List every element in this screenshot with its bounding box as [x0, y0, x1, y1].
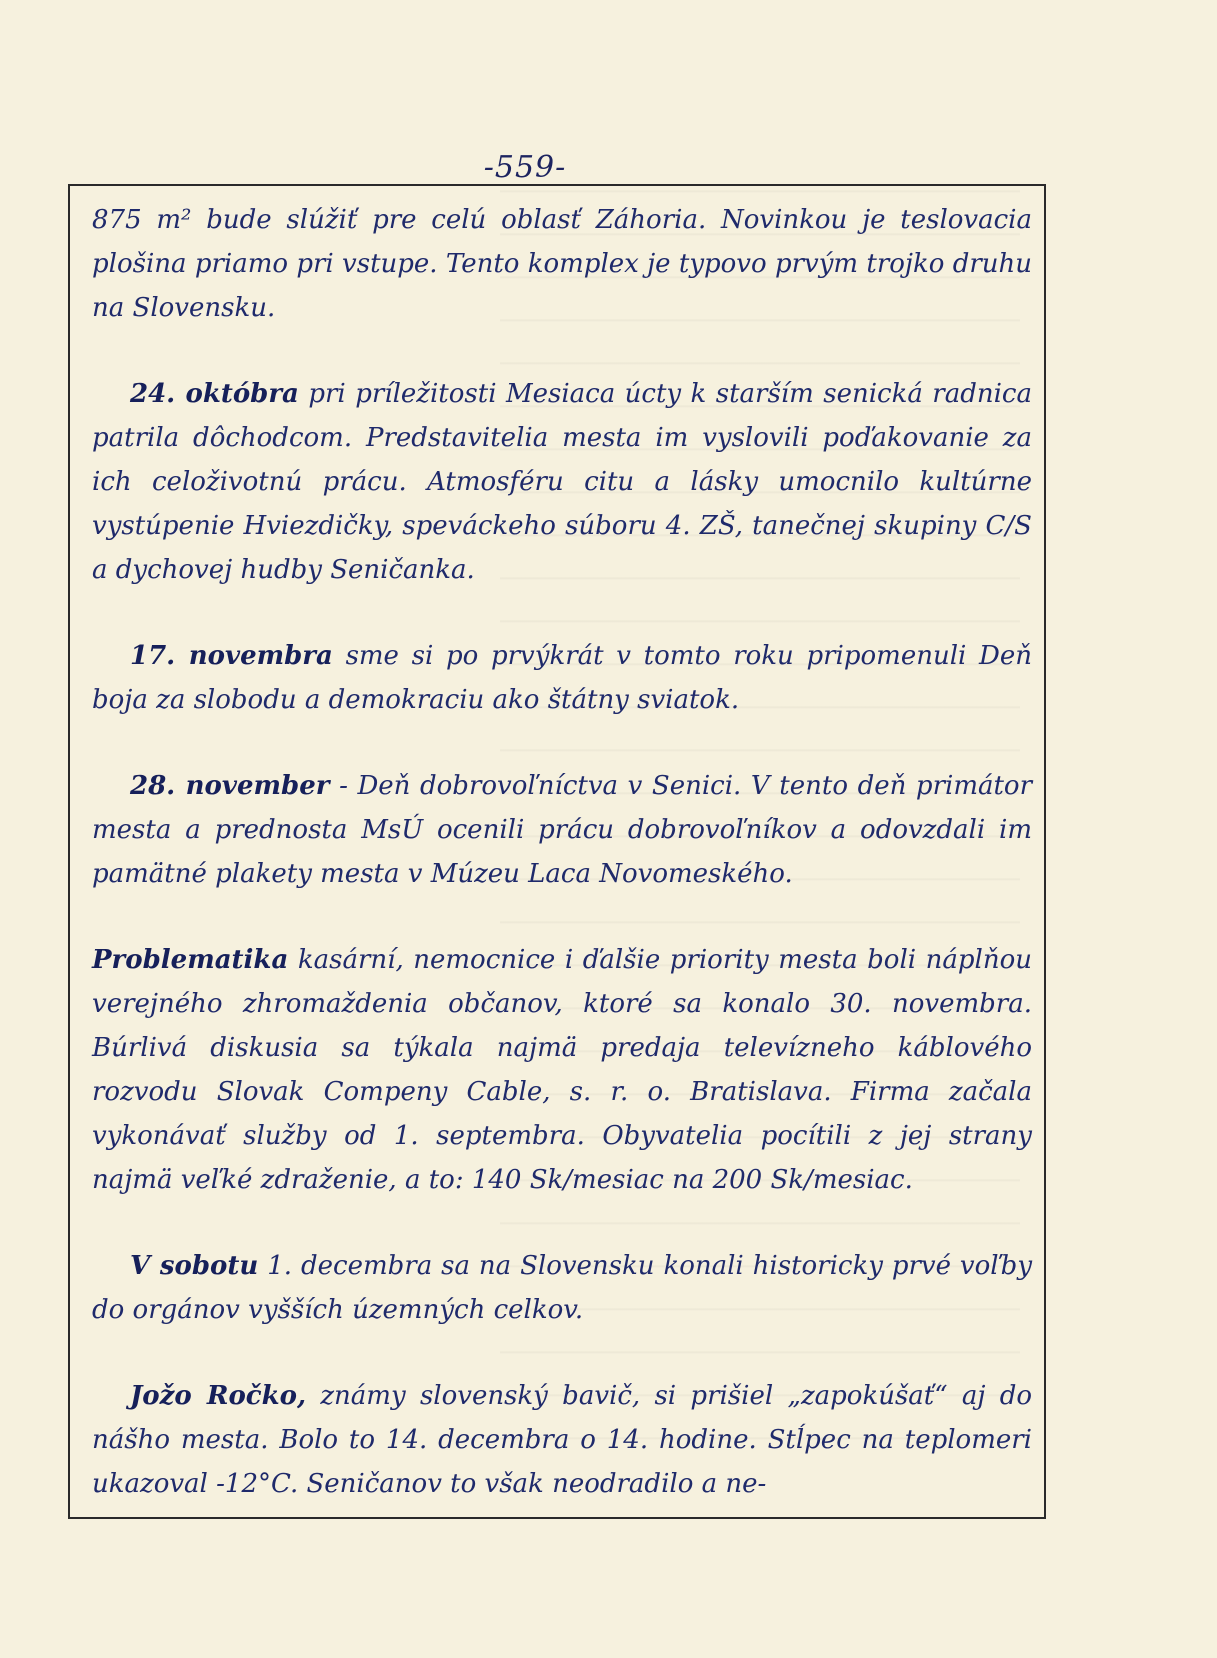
- paragraph-2: [92, 372, 1032, 592]
- paragraph-3: [92, 634, 1032, 722]
- page-number: -559-: [483, 150, 567, 185]
- paragraph-text: kasární, nemocnice i ďalšie priority mesta boli náplňou verejného zhromaždenia občanov, ktoré sa konalo 30. novembra. Búrlivá diskusia sa týkala najmä predaja televízneho káblového rozvodu Slovak Compeny Cable, s. r. o. Bratislava. Firma začala vykonávať služby od 1. septembra. Obyvatelia pocítili z jej strany najmä veľké zdraženie, a to: 140 Sk/mesiac na 200 Sk/mesiac.: [92, 945, 1032, 1195]
- paragraph-text: 1. decembra sa na Slovensku konali historicky prvé voľby do orgánov vyšších územných celkov.: [92, 1251, 1033, 1325]
- paragraph-text: pri príležitosti Mesiaca úcty k starším senická radnica patrila dôchodcom. Predstavitelia mesta im vyslovili poďakovanie za ich celoživotnú prácu. Atmosféru citu a lásky umocnilo kultúrne vystúpenie Hviezdičky, speváckeho súboru 4. ZŠ, tanečnej skupiny C/S a dychovej hudby Seničanka.: [92, 379, 1032, 585]
- paragraph-4: [92, 764, 1032, 896]
- paragraph-text: 875 m² bude slúžiť pre celú oblasť Záhoria. Novinkou je teslovacia plošina priamo pri vstupe. Tento komplex je typovo prvým trojko druhu na Slovensku.: [92, 205, 1032, 323]
- paragraph-lead: Jožo Ročko,: [130, 1381, 307, 1411]
- paragraph-lead: 24. októbra: [130, 379, 299, 409]
- paragraph-lead: 28. november: [130, 771, 330, 801]
- paragraph-5: [92, 938, 1032, 1202]
- paragraph-1: [92, 198, 1032, 330]
- chronicle-text: [92, 198, 1032, 1548]
- paragraph-7: [92, 1374, 1032, 1506]
- paragraph-text: sme si po prvýkrát v tomto roku pripomenuli Deň boja za slobodu a demokraciu ako štátny sviatok.: [92, 641, 1033, 715]
- paragraph-6: [92, 1244, 1032, 1332]
- paragraph-lead: 17. novembra: [130, 641, 333, 671]
- paragraph-text: známy slovenský bavič, si prišiel „zapokúšať“ aj do nášho mesta. Bolo to 14. decembra o 14. hodine. Stĺpec na teplomeri ukazoval -12°C. Seničanov to však neodradilo a ne-: [92, 1381, 1032, 1499]
- paragraph-text: - Deň dobrovoľníctva v Senici. V tento deň primátor mesta a prednosta MsÚ ocenili prácu dobrovoľníkov a odovzdali im pamätné plakety mesta v Múzeu Laca Novomeského.: [92, 771, 1033, 889]
- paragraph-lead: V sobotu: [130, 1251, 259, 1281]
- paragraph-lead: Problematika: [92, 945, 289, 975]
